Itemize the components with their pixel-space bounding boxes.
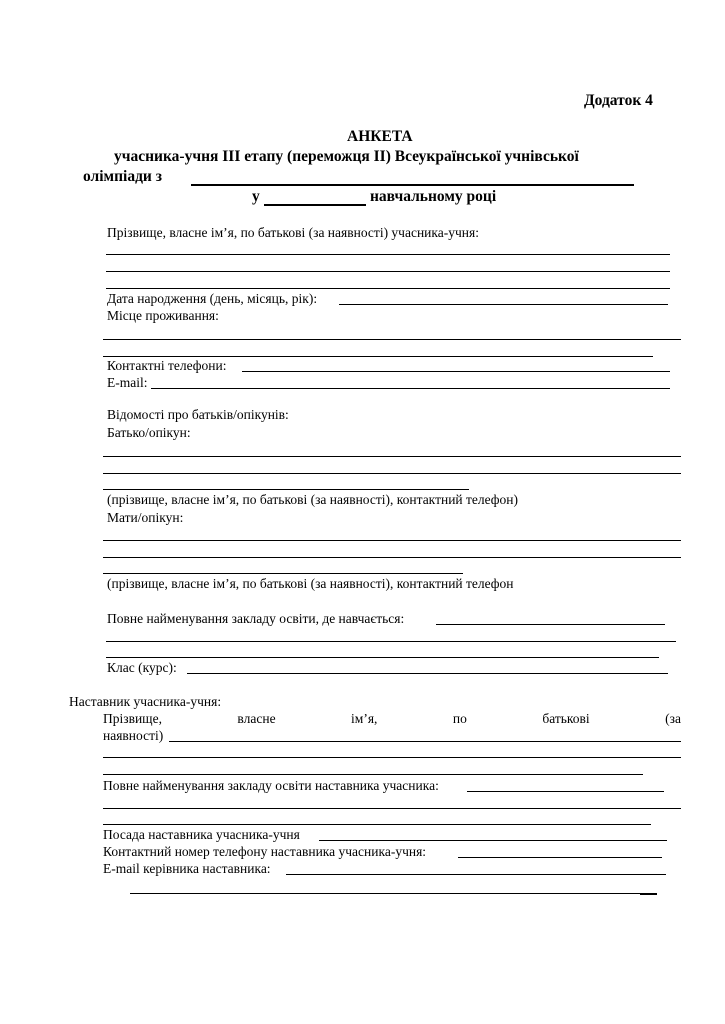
grade-field[interactable]	[187, 673, 668, 674]
mother-hint: (прізвище, власне ім’я, по батькові (за наявності), контактний телефон	[107, 576, 514, 591]
email-label: E-mail:	[107, 375, 148, 390]
mentor-school-field[interactable]	[467, 791, 664, 792]
mother-line-1[interactable]	[103, 540, 681, 541]
mentor-name-word: власне	[237, 711, 276, 726]
olympiad-subject-field[interactable]	[191, 184, 634, 186]
mentor-phone-label: Контактний номер телефону наставника учасника-учня:	[103, 844, 427, 859]
subtitle-line-2: олімпіади з	[83, 168, 162, 185]
full-name-line-2[interactable]	[106, 271, 670, 272]
birth-date-field[interactable]	[339, 304, 668, 305]
subtitle-year-suffix: навчальному році	[370, 188, 497, 205]
residence-label: Місце проживання:	[107, 308, 219, 323]
mother-line-3[interactable]	[103, 573, 463, 574]
birth-date-label: Дата народження (день, місяць, рік):	[107, 291, 318, 306]
mentor-school-line-2[interactable]	[103, 808, 681, 809]
grade-label: Клас (курс):	[107, 660, 177, 675]
father-hint: (прізвище, власне ім’я, по батькові (за наявності), контактний телефон)	[107, 492, 519, 507]
email-field[interactable]	[151, 388, 670, 389]
school-line-2[interactable]	[106, 641, 676, 642]
full-name-line-3[interactable]	[106, 288, 670, 289]
full-name-label: Прізвище, власне ім’я, по батькові (за наявності) учасника-учня:	[107, 225, 479, 240]
phones-field[interactable]	[242, 371, 670, 372]
document-title: АНКЕТА	[347, 128, 413, 145]
mentor-name-line-2[interactable]	[103, 757, 681, 758]
mentor-name-label	[103, 711, 681, 727]
residence-line-2[interactable]	[103, 356, 653, 357]
subtitle-year-prefix: у	[252, 188, 260, 205]
mentor-name-word: Прізвище,	[103, 711, 162, 726]
mentor-heading: Наставник учасника-учня:	[69, 694, 222, 709]
father-line-2[interactable]	[103, 473, 681, 474]
school-line-3[interactable]	[106, 657, 659, 658]
mentor-name-field[interactable]	[169, 741, 681, 742]
mentor-school-label: Повне найменування закладу освіти наставника учасника:	[103, 778, 439, 793]
school-field[interactable]	[436, 624, 665, 625]
residence-line-1[interactable]	[103, 339, 681, 340]
mother-label: Мати/опікун:	[107, 510, 184, 525]
appendix-label: Додаток 4	[584, 92, 653, 109]
mentor-name-word: ім’я,	[351, 711, 378, 726]
phones-label: Контактні телефони:	[107, 358, 227, 373]
mentor-email-field[interactable]	[286, 874, 666, 875]
parents-info-label: Відомості про батьків/опікунів:	[107, 407, 289, 422]
father-label: Батько/опікун:	[107, 425, 191, 440]
mentor-position-field[interactable]	[319, 840, 667, 841]
mentor-email-label: E-mail керівника наставника:	[103, 861, 271, 876]
mentor-school-line-3[interactable]	[103, 824, 651, 825]
subtitle-line-1: учасника-учня III етапу (переможця ІІ) Всеукраїнської учнівської	[114, 148, 579, 165]
mentor-name-word: (за	[665, 711, 681, 726]
mentor-name-word: батькові	[542, 711, 590, 726]
full-name-line-1[interactable]	[106, 254, 670, 255]
mother-line-2[interactable]	[103, 557, 681, 558]
father-line-1[interactable]	[103, 456, 681, 457]
mentor-phone-field[interactable]	[458, 857, 662, 858]
school-label: Повне найменування закладу освіти, де навчається:	[107, 611, 405, 626]
father-line-3[interactable]	[103, 489, 469, 490]
mentor-name-label-cont: наявності)	[103, 728, 164, 743]
mentor-position-label: Посада наставника учасника-учня	[103, 827, 300, 842]
mentor-email-line-2[interactable]	[130, 893, 657, 894]
mentor-name-line-3[interactable]	[103, 774, 643, 775]
academic-year-field[interactable]	[264, 204, 366, 206]
closing-line-end	[640, 893, 657, 895]
mentor-name-word: по	[452, 711, 467, 726]
